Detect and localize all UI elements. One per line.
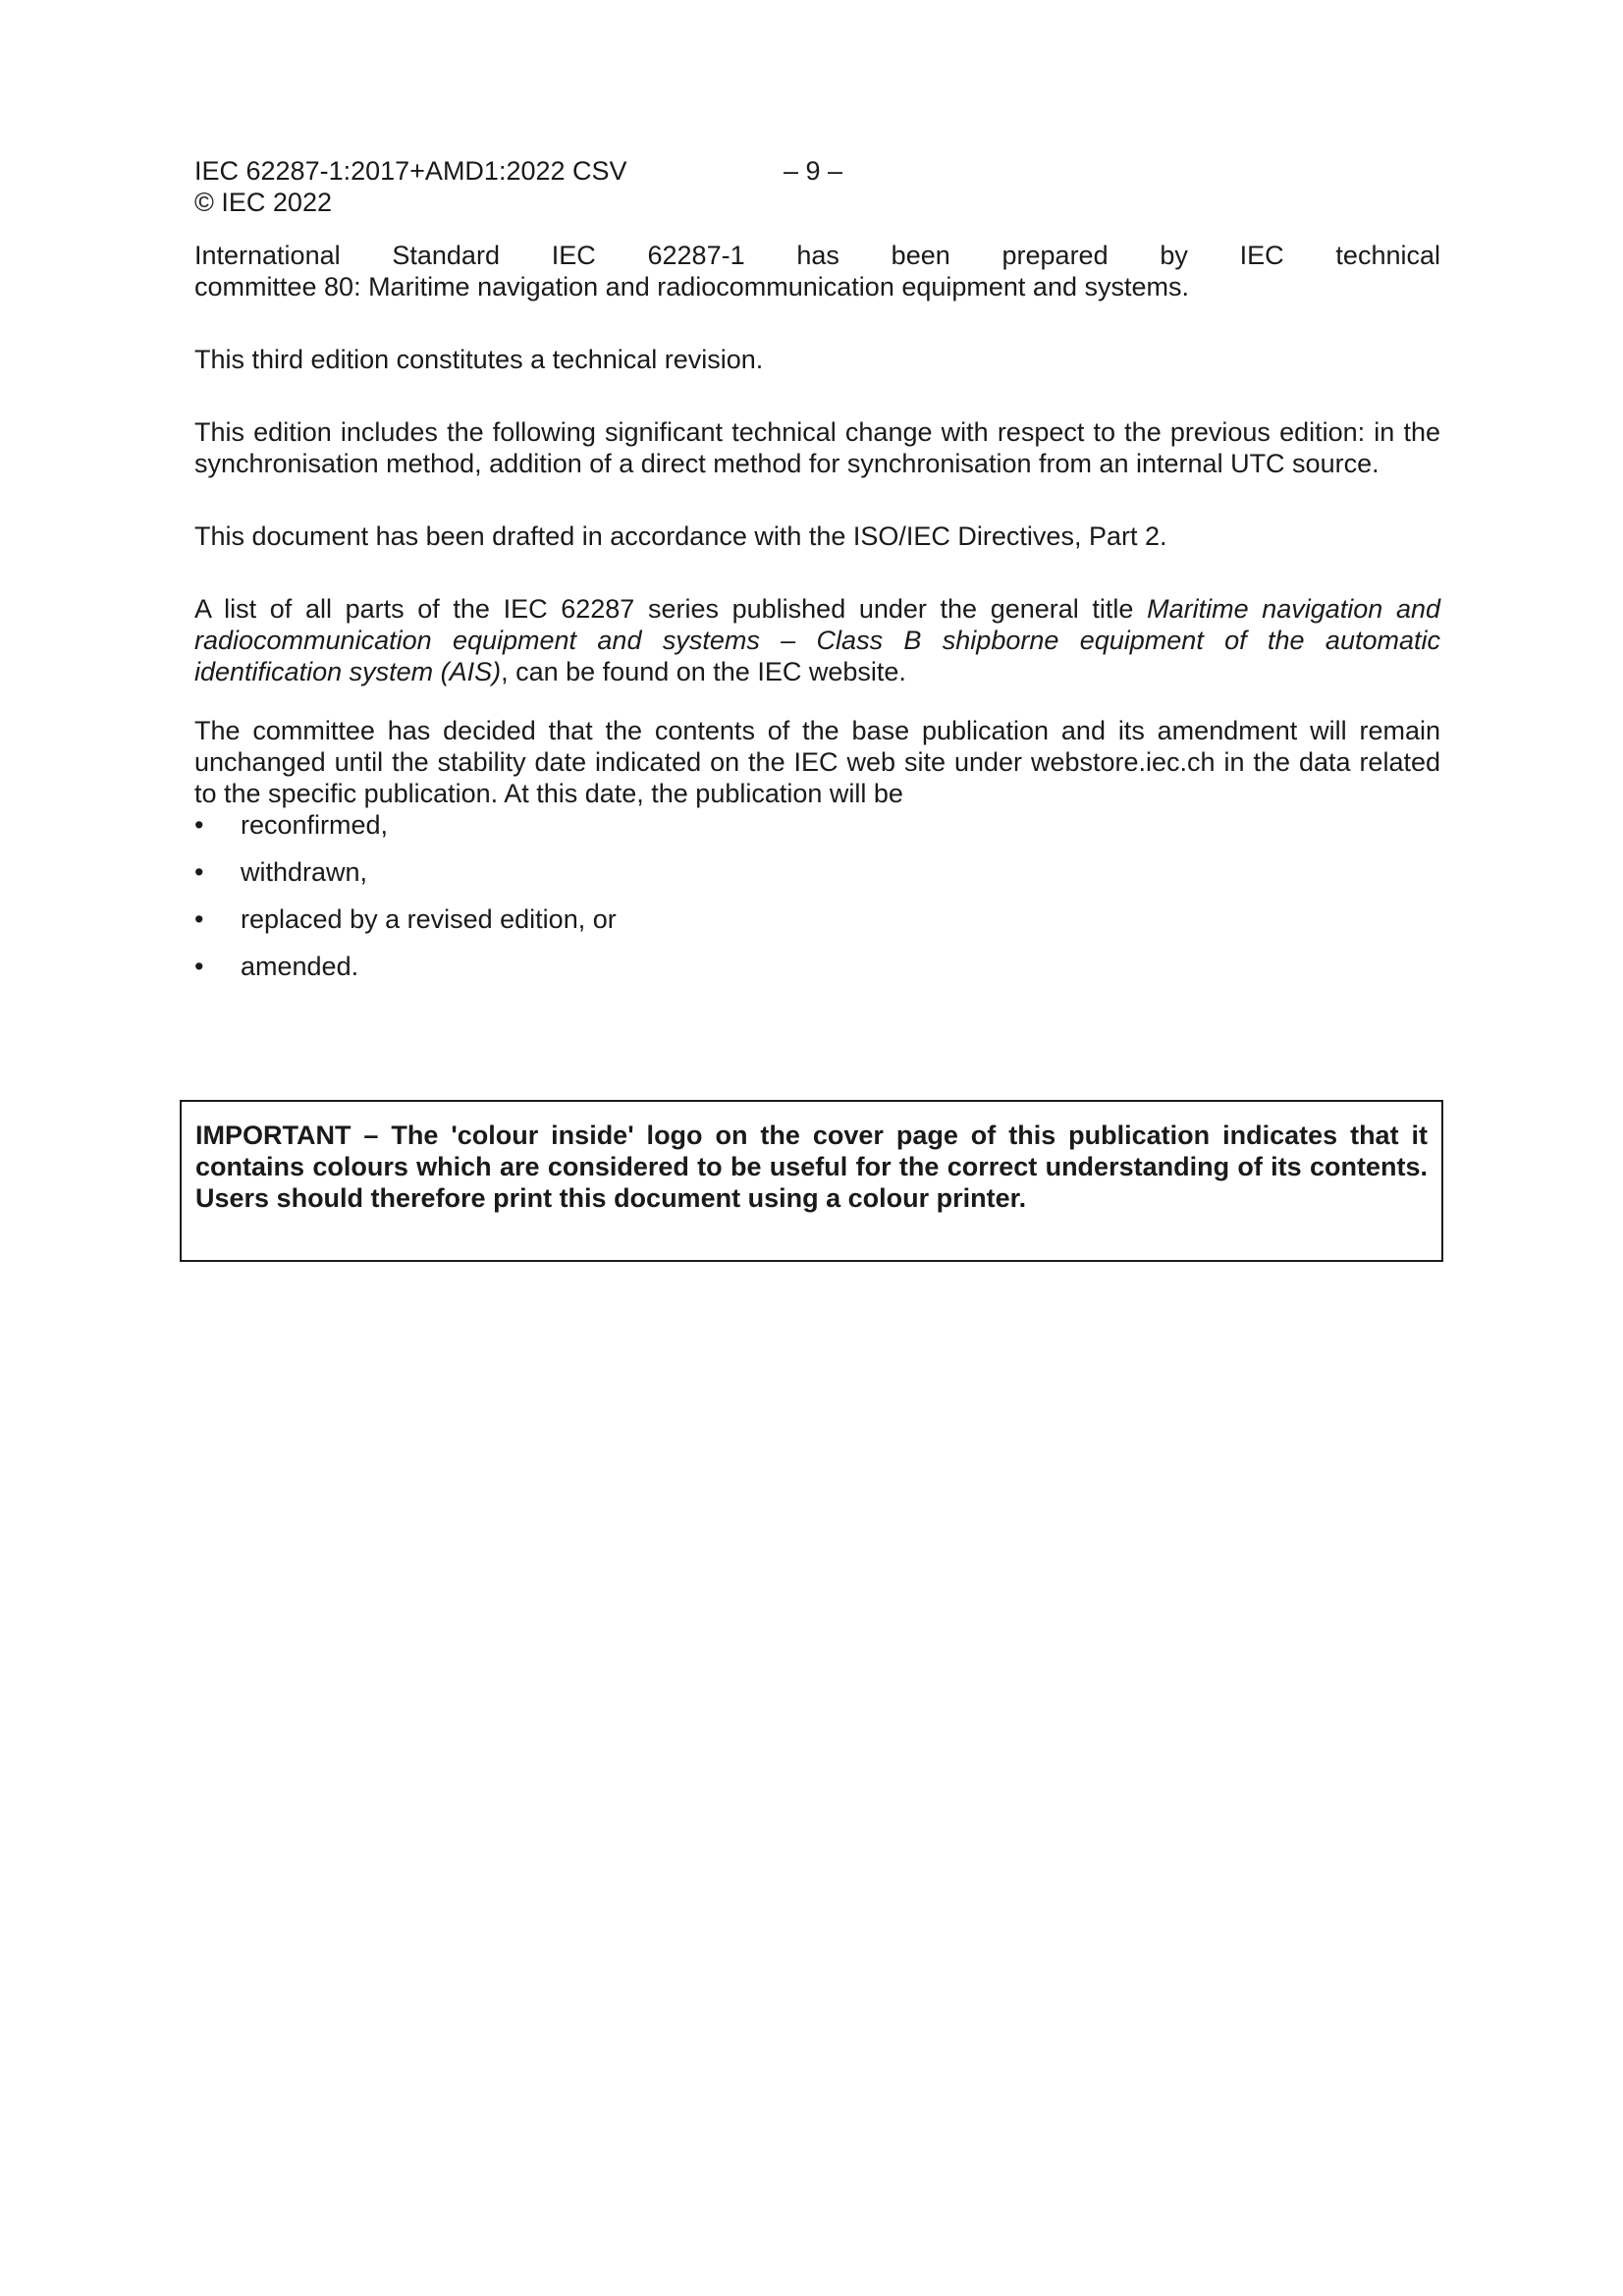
document-id: IEC 62287-1:2017+AMD1:2022 CSV [194, 156, 627, 186]
document-page [194, 155, 1440, 998]
list-item-text: amended. [241, 952, 359, 981]
paragraph-preparation-line-1: International Standard IEC 62287-1 has been prepared by IEC technical [194, 241, 1440, 270]
list-item [194, 951, 1440, 998]
paragraph-series-list [194, 593, 1440, 687]
paragraph-stability: The committee has decided that the contents of the base publication and its amendment will remain unchanged until the stability date indicated on the IEC web site under webstore.iec.ch in the data related to the specific publication. At this date, the publication will be [194, 716, 1440, 808]
paragraph-technical-change: This edition includes the following significant technical change with respect to the previous edition: in the synchronisation method, addition of a direct method for synchronisation from an internal UTC source. [194, 417, 1440, 478]
outcome-list [194, 809, 1440, 998]
paragraph-edition: This third edition constitutes a technical revision. [194, 345, 764, 374]
bullet-icon: • [194, 810, 204, 840]
page-header [194, 155, 1440, 218]
list-item [194, 903, 1440, 951]
important-notice-text: IMPORTANT – The 'colour inside' logo on the cover page of this publication indicates that it contains colours which are considered to be useful for the correct understanding of its contents. Users should therefore print this document using a colour printer. [195, 1121, 1428, 1213]
series-title: Maritime navigation and radiocommunication equipment and systems – Class B shipborne equipment of the automatic identification system (AIS) [194, 594, 1441, 686]
bullet-icon: • [194, 952, 204, 981]
bullet-icon: • [194, 857, 204, 887]
paragraph-preparation [194, 240, 1440, 302]
series-list-outro: , can be found on the IEC website. [501, 657, 906, 686]
series-list-intro: A list of all parts of the IEC 62287 series published under the general title [194, 594, 1148, 624]
list-item [194, 856, 1440, 903]
list-item-text: replaced by a revised edition, or [241, 904, 617, 934]
list-item-text: withdrawn, [241, 857, 368, 887]
bullet-icon: • [194, 904, 204, 934]
important-notice-box [180, 1100, 1443, 1262]
list-item [194, 809, 1440, 856]
list-item-text: reconfirmed, [241, 810, 389, 840]
copyright-line: © IEC 2022 [194, 188, 332, 217]
paragraph-preparation-line-2: committee 80: Maritime navigation and radiocommunication equipment and systems. [194, 272, 1189, 301]
page-number: – 9 – [784, 156, 843, 186]
paragraph-directives: This document has been drafted in accordance with the ISO/IEC Directives, Part 2. [194, 521, 1167, 551]
